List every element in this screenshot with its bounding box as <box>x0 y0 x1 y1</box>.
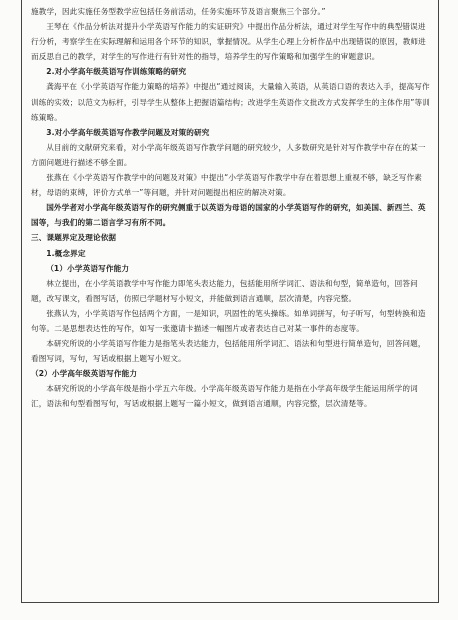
paragraph-literature-review: 从目前的文献研究来看，对小学高年级英语写作教学问题的研究较少，人多数研究是针对写作教学中存在的某一方面问题进行描述不够全面。 <box>31 142 426 167</box>
subsection-heading-upper-grade-writing: （2）小学高年级英语写作能力 <box>31 369 138 379</box>
paragraph-continuation: 施教学，因此实施任务型教学应包括任务前活动，任务实施环节及语言聚焦三个部分。” <box>31 7 326 16</box>
section-heading-problems-countermeasures: 3.对小学高年级英语写作教学问题及对策的研究 <box>46 127 210 137</box>
subsection-heading-writing-ability: （1）小学英语写作能力 <box>46 263 130 273</box>
document-body <box>31 4 431 412</box>
paragraph-lin-li-definition: 林立提出，在小学英语教学中写作能力即笔头表达能力，包括能用所学词汇、语法和句型，简单造句，回答问题，改写课文，看图写话，仿照已学题材写小短文，并能做到语言通顺，层次清楚，内容完整。 <box>31 278 418 303</box>
section-heading-training-strategies: 2.对小学高年级英语写作训练策略的研究 <box>46 67 187 77</box>
paragraph-zhang-yan-problems: 张燕在《小学英语写作教学中的问题及对策》中提出“小学英语写作教学中存在着思想上重视不够，缺乏写作素材，母语的束缚，评价方式单一”等问题，并针对问题提出相应的解决对策。 <box>31 173 422 198</box>
paragraph-gong-haiping: 龚海平在《小学英语写作能力策略的培养》中提出“通过阅读，大量输入英语，从英语口语的表达入手，提高写作训练的实效；以范文为标杆，引导学生从整体上把握语篇结构；改进学生英语作文批改方式发挥学生的主体作用”等训练策略。 <box>31 82 431 122</box>
paragraph-foreign-research: 国外学者对小学高年级英语写作的研究侧重于以英语为母语的国家的小学英语写作的研究，如美国、新西兰、英国等，与我们的第二语言学习有所不同。 <box>31 203 426 228</box>
paragraph-wang-qin-analysis: 王琴在《作品分析法对提升小学英语写作能力的实证研究》中提出作品分析法，通过对学生写作中的典型错误进行分析，考察学生在实际理解和运用各个环节的知识，掌握情况。从学生心理上分析作品中出现错误的原因，教师进而反思自己的教学，对学生的写作进行有针对性的指导，培养学生的写作策略和加强学生的审题意识。 <box>31 22 426 62</box>
paragraph-study-definition: 本研究所说的小学英语写作能力是指笔头表达能力，包括能用所学词汇、语法和句型进行简单造句，回答问题，看图写词，写句，写话或根据上题写小短文。 <box>31 339 426 364</box>
chapter-heading-definition-theory: 三、课题界定及理论依据 <box>31 233 117 243</box>
paragraph-zhang-yan-definition: 张燕认为，小学英语写作包括两个方面，一是知识，巩固性的笔头操练。如单词拼写，句子听写，句型转换和造句等。二是思想表达性的写作，如写一张邀请卡描述一幅图片或者表达自己对某一事件的态度等。 <box>31 308 426 333</box>
section-heading-concept-definition: 1.概念界定 <box>46 248 86 258</box>
paragraph-upper-grade-definition: 本研究所说的小学高年级是指小学五六年级。小学高年级英语写作能力是指在小学高年级学生能运用所学的词汇，语法和句型看图写句，写话或根据上题写一篇小短文，做到语言通顺，内容完整，层次清楚等。 <box>31 384 418 409</box>
